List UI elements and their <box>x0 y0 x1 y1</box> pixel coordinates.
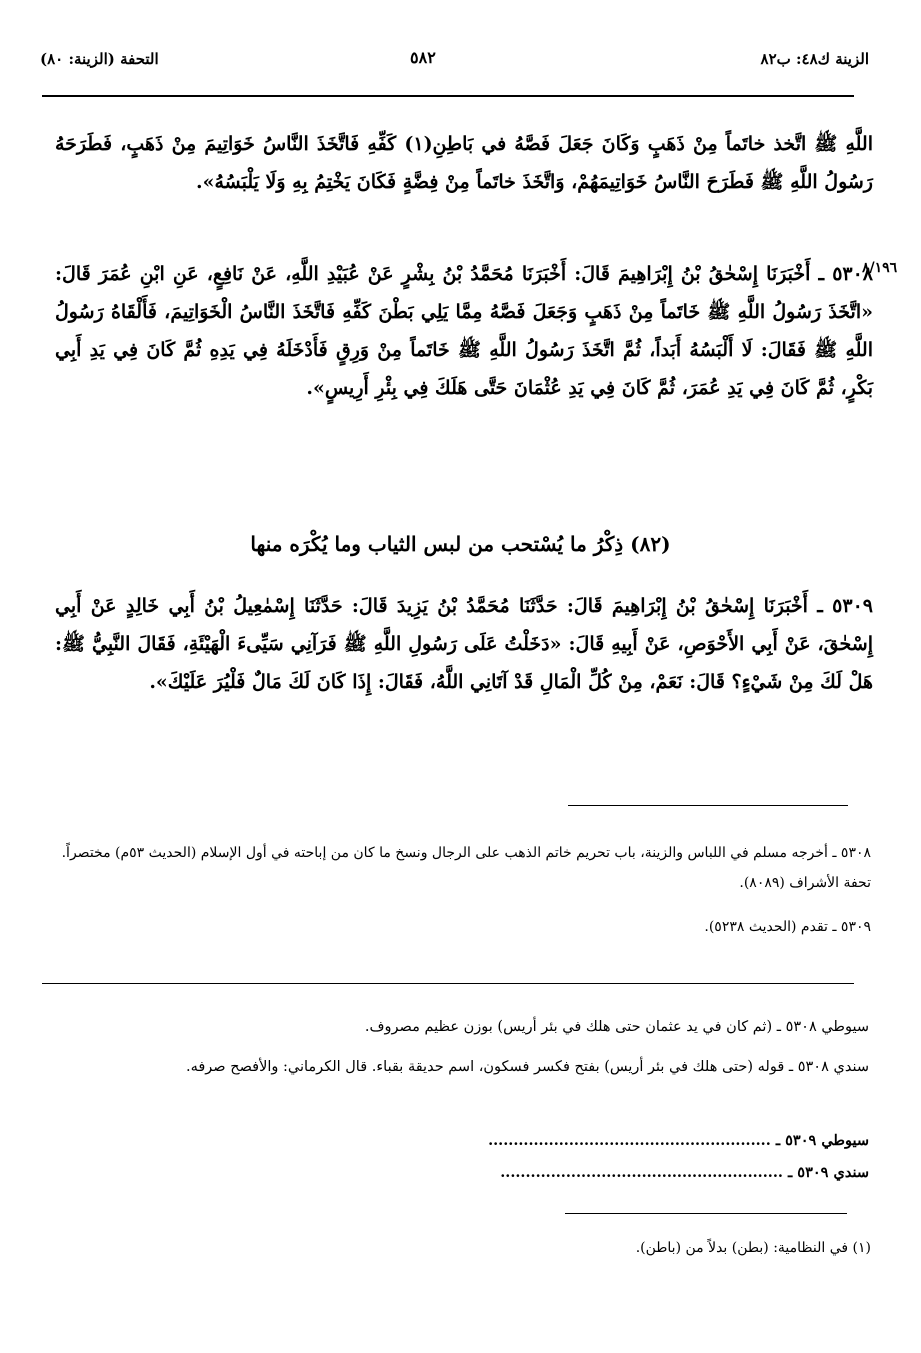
header-left: التحفة (الزينة: ٨٠) <box>40 50 159 68</box>
footnote-separator <box>568 805 848 806</box>
takhrij-5308: ٥٣٠٨ ـ أخرجه مسلم في اللباس والزينة، باب تحريم خاتم الذهب على الرجال ونسخ ما كان من إباحته في أول الإسلام (الحديث ٥٣م) مختصراً. تحفة الأشراف (٨٠٨٩). <box>61 845 871 891</box>
commentary-suyuti-5309: سيوطي ٥٣٠٩ ـ <box>775 1132 869 1149</box>
hadith-prev-text: اللَّهِ ﷺ اتَّخذ خاتَماً مِنْ ذَهَبٍ وَكَانَ جَعَلَ فَصَّهُ في بَاطِنِ(١) كَفِّهِ فَاتَّخَذَ النَّاسُ خَوَاتِيمَ مِنْ ذَهَبٍ، فَطَرَحَهُ رَسُولُ اللَّهِ ﷺ فَطَرَحَ النَّاسُ خَوَاتِيمَهُمْ، وَاتَّخَذَ خاتَماً مِنْ فِضَّةٍ فَكَانَ يَخْتِمُ بِهِ وَلَا يَلْبَسُهُ». <box>55 133 873 193</box>
dot-leader: ........................................................ <box>500 1164 783 1181</box>
header-rule <box>42 95 854 97</box>
commentary-sindi-5308: سندي ٥٣٠٨ ـ قوله (حتى هلك في بئر أريس) بفتح فكسر فسكون، اسم حديقة بقباء. قال الكرماني: والأفصح صرفه. <box>185 1059 869 1075</box>
commentary-separator <box>42 983 854 984</box>
header-right: الزينة ك٤٨: ب٨٢ <box>760 50 869 68</box>
hadith-5309-text: ٥٣٠٩ ـ أَخْبَرَنَا إِسْحٰقُ بْنُ إِبْرَاهِيمَ قَالَ: حَدَّثَنَا مُحَمَّدُ بْنُ يَزِيدَ قَالَ: حَدَّثَنَا إِسْمٰعِيلُ بْنُ أَبِي خَالِدٍ عَنْ أَبِي إِسْحٰقَ، عَنْ أَبِي الأَحْوَصِ، عَنْ أَبِيهِ قَالَ: «دَخَلْتُ عَلَى رَسُولِ اللَّهِ ﷺ فَرَآنِي سَيِّىءَ الْهَيْئَةِ، فَقَالَ النَّبِيُّ ﷺ: هَلْ لَكَ مِنْ شَيْءٍ؟ قَالَ: نَعَمْ، مِنْ كُلِّ الْمَالِ قَدْ آتَانِي اللَّهُ، فَقَالَ: إِذَا كَانَ لَكَ مَالٌ فَلْيُرَ عَلَيْكَ». <box>55 595 873 693</box>
section-title: (٨٢) ذِكْرُ ما يُسْتحب من لبس الثياب وما يُكْرَه منها <box>250 532 671 556</box>
page-number: ٥٨٢ <box>410 48 436 67</box>
takhrij-5309: ٥٣٠٩ ـ تقدم (الحديث ٥٢٣٨). <box>704 919 871 935</box>
bottom-footnote: (١) في النظامية: (بطن) بدلاً من (باطن). <box>635 1240 871 1256</box>
commentary-suyuti-5308: سيوطي ٥٣٠٨ ـ (ثم كان في يد عثمان حتى هلك في بئر أريس) بوزن عظيم مصروف. <box>364 1019 869 1035</box>
commentary-suyuti-5309-row <box>57 1126 869 1156</box>
margin-note: ٨/١٩٦ <box>862 260 898 276</box>
bottom-footnote-separator <box>565 1213 847 1214</box>
commentary-sindi-5309: سندي ٥٣٠٩ ـ <box>788 1164 869 1181</box>
dot-leader: ........................................................ <box>488 1132 771 1149</box>
hadith-5308-text: ٥٣٠٨ ـ أَخْبَرَنَا إِسْحٰقُ بْنُ إِبْرَاهِيمَ قَالَ: أَخْبَرَنَا مُحَمَّدُ بْنُ بِشْرٍ عَنْ عُبَيْدِ اللَّهِ، عَنْ نَافِعٍ، عَنِ ابْنِ عُمَرَ قَالَ: «اتَّخَذَ رَسُولُ اللَّهِ ﷺ خَاتَماً مِنْ ذَهَبٍ وَجَعَلَ فَصَّهُ مِمَّا يَلِي بَطْنَ كَفِّهِ فَاتَّخَذَ النَّاسُ الْخَوَاتِيمَ، فَأَلْقَاهُ رَسُولُ اللَّهِ ﷺ فَقَالَ: لَا أَلْبَسُهُ أَبَداً، ثُمَّ اتَّخَذَ رَسُولُ اللَّهِ ﷺ خَاتَماً مِنْ وَرِقٍ فَأَدْخَلَهُ فِي يَدِهِ ثُمَّ كَانَ فِي يَدِ أَبِي بَكْرٍ، ثُمَّ كَانَ فِي يَدِ عُمَرَ، ثُمَّ كَانَ فِي يَدِ عُثْمَانَ حَتَّى هَلَكَ فِي بِئْرِ أَرِيسٍ». <box>55 263 874 399</box>
commentary-sindi-5309-row <box>57 1158 869 1188</box>
